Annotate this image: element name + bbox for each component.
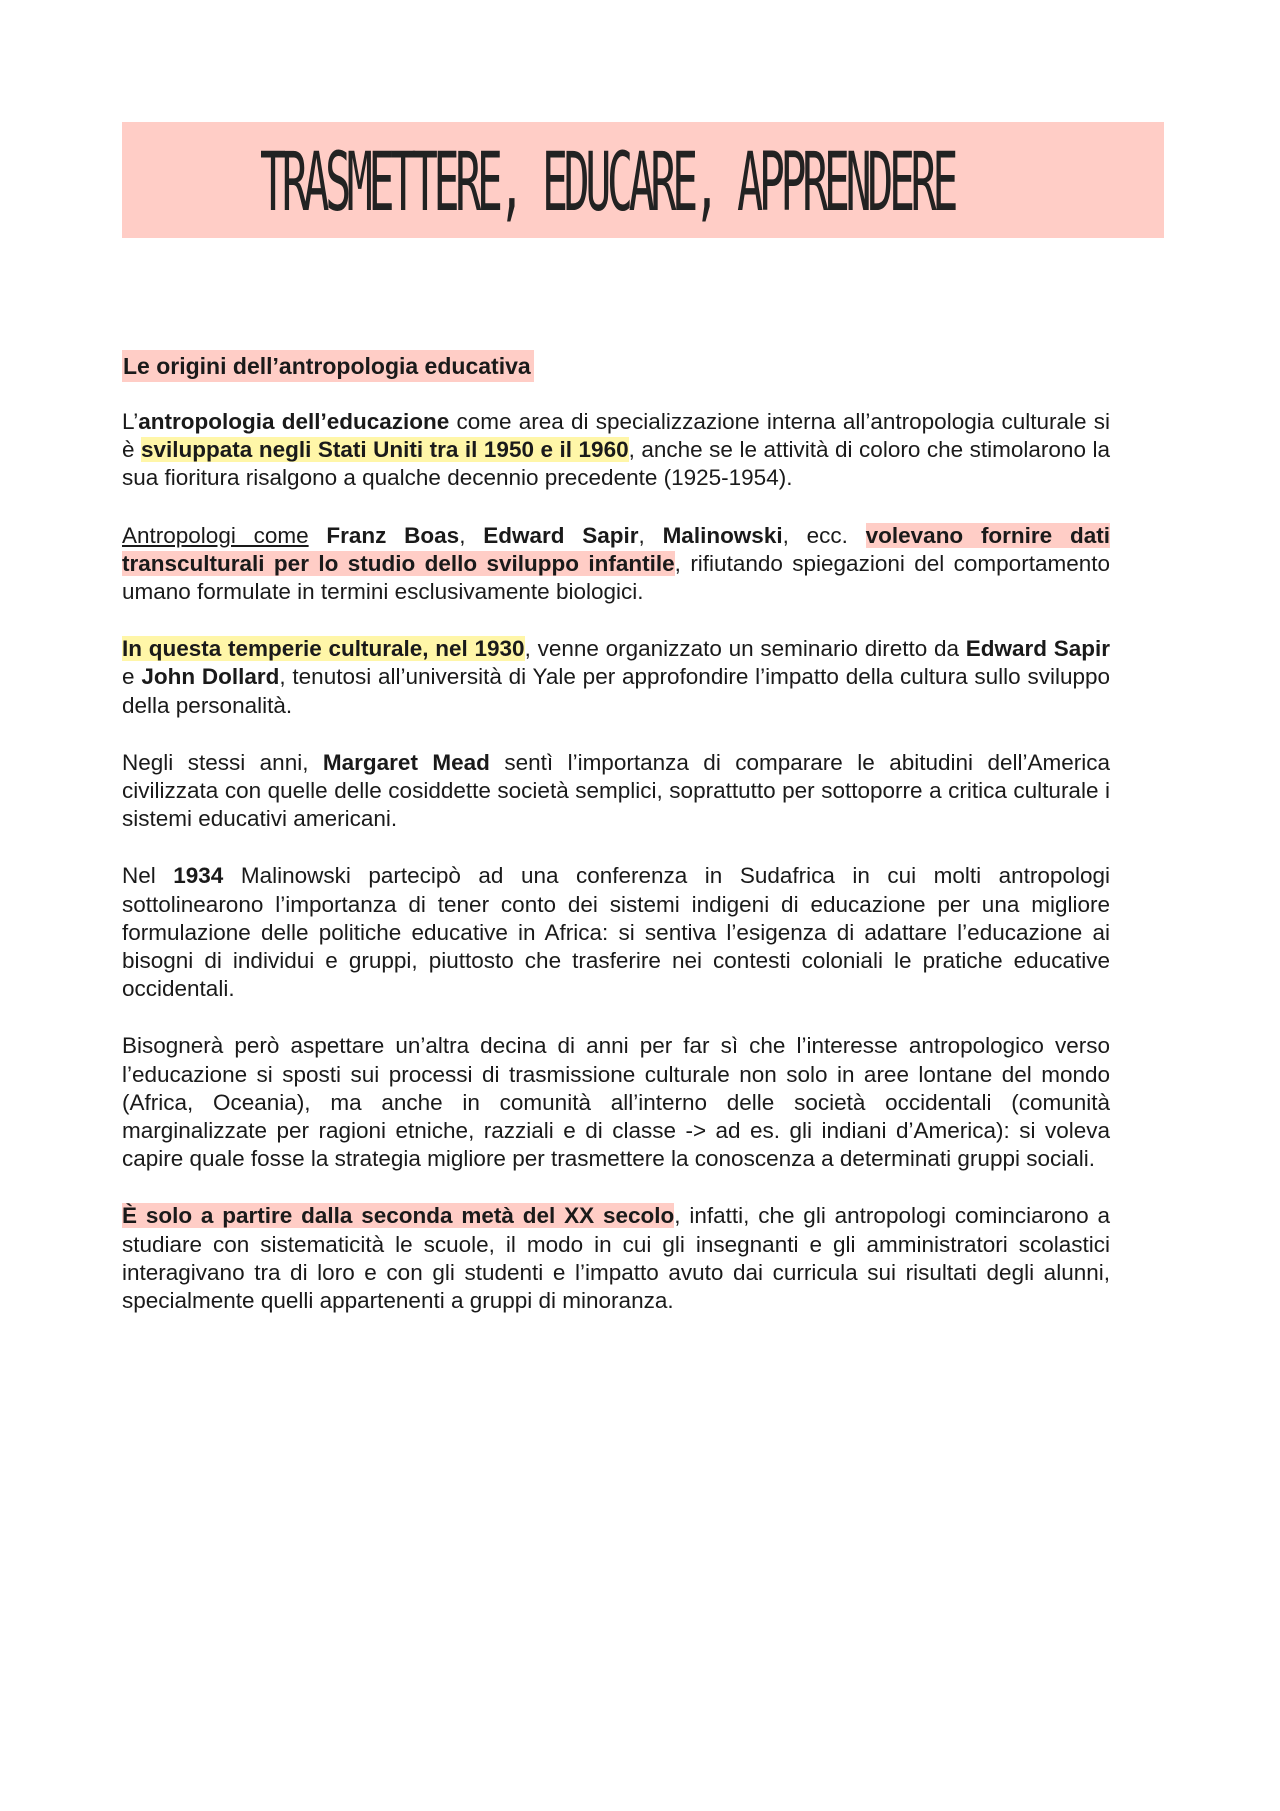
bold-year: 1934 bbox=[173, 863, 224, 889]
text: L’ bbox=[122, 409, 139, 434]
text: , rifiutando spiegazioni del comportamento umano formulate in termini esclusivamente biologici. bbox=[122, 550, 1110, 605]
page-title: TRASMETTERE, EDUCARE, APPRENDERE bbox=[260, 135, 955, 231]
bold-name: Edward Sapir bbox=[965, 636, 1111, 662]
text: , venne organizzato un seminario diretto da bbox=[524, 636, 966, 662]
text: , infatti, che gli antropologi cominciarono a studiare con sistematicità le scuole, il modo in cui gli insegnanti e gli amministratori scolastici interagivano tra di loro e con gli studenti e l’impatto avuto dai curricula sui risultati degli alunni, specialmente quelli appartenenti a gruppi di minoranza. bbox=[122, 1203, 1110, 1314]
text: Bisognerà però aspettare un’altra decina di anni per far sì che l’interesse antropologico verso l’educazione si sposti sui processi di trasmissione culturale non solo in aree lontane del mondo (Africa, Oceania), ma anche in comunità all’interno delle società occidentali (comunità marginalizzate per ragioni etniche, razziali e di classe -> ad es. gli indiani d’America): si voleva capire quale fosse la strategia migliore per trasmettere la conoscenza a determinati gruppi sociali. bbox=[122, 1033, 1110, 1172]
text: , tenutosi all’università di Yale per approfondire l’impatto della cultura sullo sviluppo della personalità. bbox=[122, 664, 1110, 718]
text: come area di specializzazione interna all’antropologia culturale si è bbox=[122, 409, 1110, 463]
text bbox=[309, 523, 327, 548]
paragraph-7 bbox=[122, 1202, 1110, 1315]
text: , bbox=[638, 522, 663, 548]
title-banner bbox=[122, 122, 1164, 238]
section-heading: Le origini dell’antropologia educativa bbox=[122, 350, 534, 382]
bold-name: Malinowski bbox=[662, 522, 783, 548]
bold-term: antropologia dell’educazione bbox=[138, 409, 450, 434]
text: , anche se le attività di coloro che stimolarono la sua fioritura risalgono a qualche decennio precedente (1925-1954). bbox=[122, 437, 1110, 491]
highlight-yellow: sviluppata negli Stati Uniti tra il 1950 e il 1960 bbox=[141, 437, 629, 463]
paragraph-4 bbox=[122, 749, 1110, 834]
text: , ecc. bbox=[782, 522, 866, 548]
paragraph-1 bbox=[122, 408, 1110, 493]
bold-name: Franz Boas bbox=[326, 522, 460, 548]
text: sentì l’importanza di comparare le abitudini dell’America civilizzata con quelle delle cosiddette società semplici, soprattutto per sottoporre a critica culturale i sistemi educativi americani. bbox=[122, 749, 1111, 832]
document-body bbox=[122, 350, 1110, 1344]
text: , bbox=[459, 522, 484, 548]
paragraph-3 bbox=[122, 635, 1110, 720]
highlight-pink: È solo a partire dalla seconda metà del XX secolo bbox=[122, 1203, 675, 1229]
text: Negli stessi anni, bbox=[122, 749, 323, 775]
bold-name: Margaret Mead bbox=[322, 749, 490, 775]
highlight-pink: volevano fornire dati transculturali per lo studio dello sviluppo infantile bbox=[122, 522, 1110, 576]
text: Nel bbox=[122, 863, 174, 889]
text: e bbox=[122, 664, 142, 690]
bold-name: Edward Sapir bbox=[483, 522, 639, 548]
underlined-text: Antropologi come bbox=[122, 522, 309, 548]
highlight-yellow: In questa temperie culturale, nel 1930 bbox=[122, 636, 525, 662]
paragraph-6 bbox=[122, 1032, 1110, 1173]
paragraph-5 bbox=[122, 862, 1110, 1003]
bold-name: John Dollard bbox=[141, 664, 280, 690]
text: Malinowski partecipò ad una conferenza in Sudafrica in cui molti antropologi sottolinearono l’importanza di tener conto dei sistemi indigeni di educazione per una migliore formulazione delle politiche educative in Africa: si sentiva l’esigenza di adattare l’educazione ai bisogni di individui e gruppi, piuttosto che trasferire nei contesti coloniali le pratiche educative occidentali. bbox=[122, 863, 1110, 1002]
paragraph-2 bbox=[122, 522, 1110, 607]
